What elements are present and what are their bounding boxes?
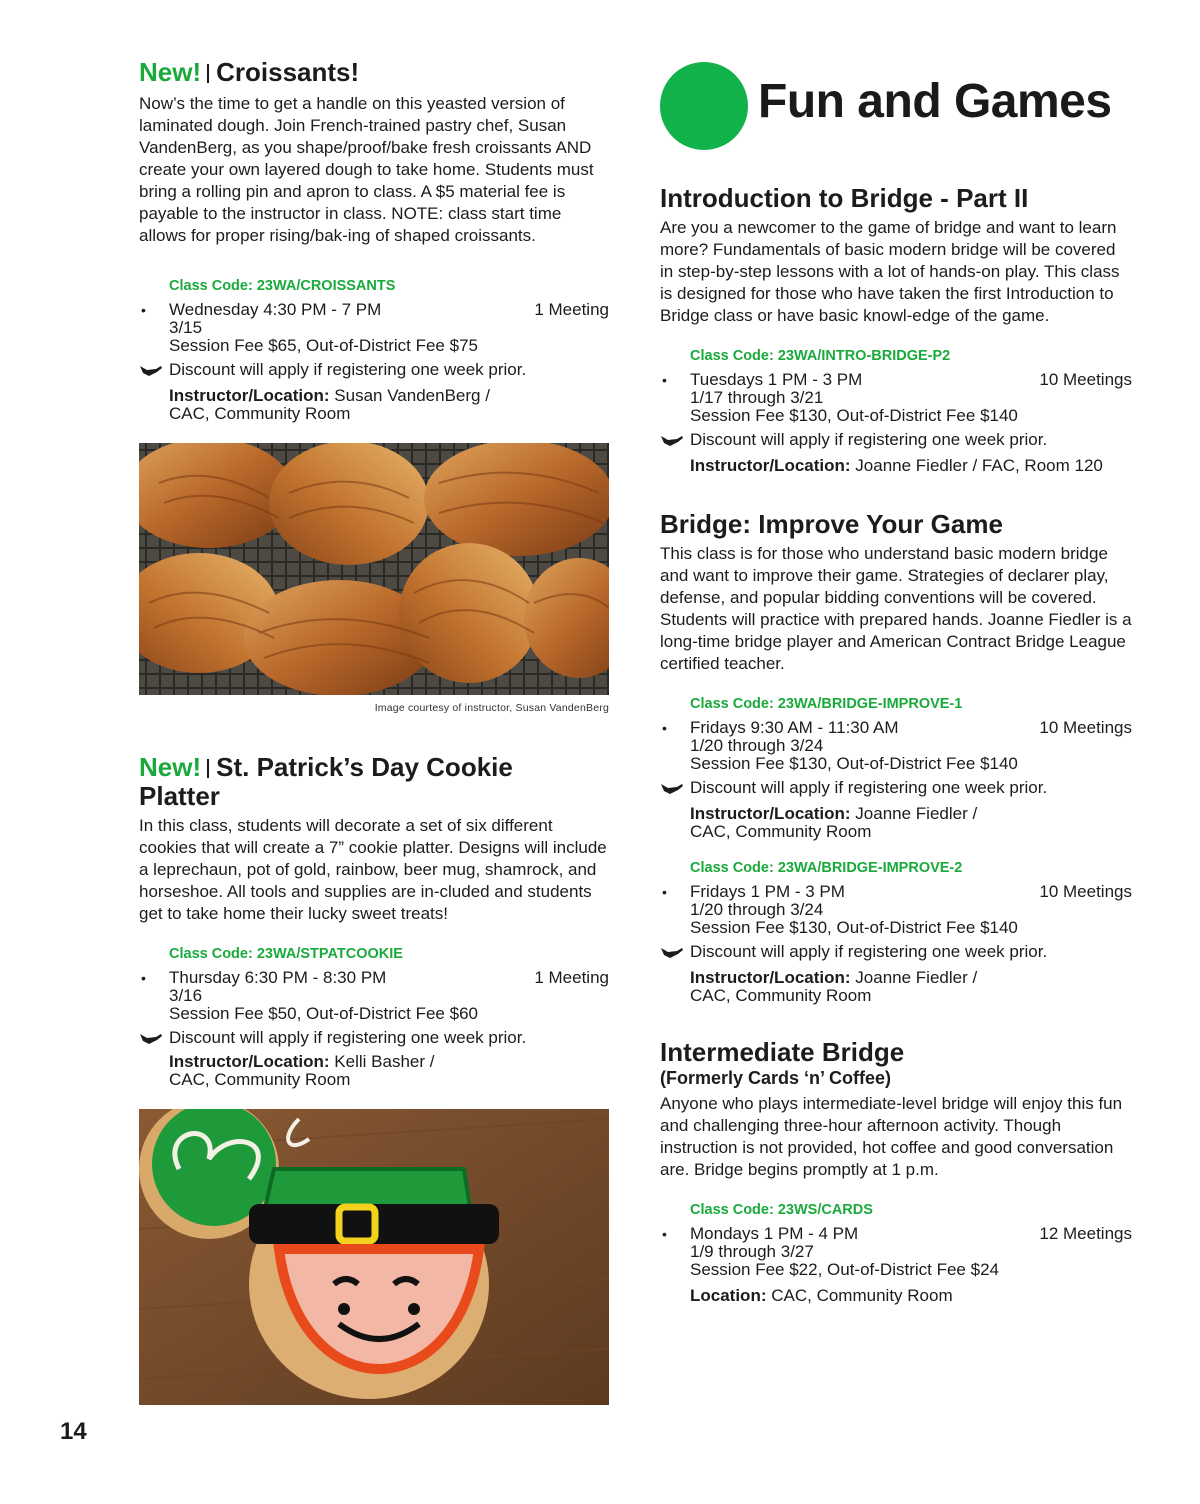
session-dates: 1/17 through 3/21 — [690, 388, 824, 407]
bullet: • — [662, 1226, 667, 1242]
location: CAC, Community Room — [771, 1286, 953, 1305]
croissants-course — [139, 58, 609, 714]
instructor-label: Instructor/Location: — [690, 804, 851, 823]
bullet: • — [141, 302, 146, 318]
class-code: Class Code: 23WA/STPATCOOKIE — [169, 946, 403, 962]
session-fee: Session Fee $65, Out-of-District Fee $75 — [169, 336, 478, 355]
croissants-photo — [139, 443, 609, 695]
session-fee: Session Fee $50, Out-of-District Fee $60 — [169, 1004, 478, 1023]
session-schedule: Tuesdays 1 PM - 3 PM — [690, 370, 863, 389]
bullet: • — [662, 720, 667, 736]
discount-text: Discount will apply if registering one week prior. — [169, 1028, 527, 1047]
session-block-1 — [660, 695, 1132, 841]
pointing-hand-icon — [660, 781, 684, 795]
class-code: Class Code: 23WA/INTRO-BRIDGE-P2 — [690, 348, 951, 364]
session-schedule: Mondays 1 PM - 4 PM — [690, 1224, 859, 1243]
image-caption: Image courtesy of instructor, Susan VandenBerg — [374, 702, 609, 714]
cookie-title — [139, 753, 609, 782]
session-dates: 3/15 — [169, 318, 203, 337]
instructor-location — [139, 387, 609, 423]
session-dates: 1/20 through 3/24 — [690, 736, 824, 755]
discount-text: Discount will apply if registering one week prior. — [690, 430, 1048, 449]
session-schedule: Fridays 1 PM - 3 PM — [690, 882, 845, 901]
location-info — [660, 1287, 1132, 1305]
left-column — [139, 58, 609, 1405]
bullet: • — [662, 372, 667, 388]
class-code: Class Code: 23WS/CARDS — [690, 1202, 873, 1218]
session-schedule: Fridays 9:30 AM - 11:30 AM — [690, 718, 899, 737]
instructor-location — [660, 805, 1132, 841]
bullet: • — [662, 884, 667, 900]
intro-bridge-course — [660, 183, 1132, 475]
right-column — [660, 183, 1132, 1305]
course-title: Croissants! — [216, 57, 360, 87]
session-info — [139, 969, 609, 1023]
discount-note — [660, 941, 1132, 963]
discount-note — [139, 359, 609, 381]
meeting-count: 10 Meetings — [1039, 882, 1132, 901]
instructor-label: Instructor/Location: — [690, 456, 851, 475]
instructor-name: Joanne Fiedler / FAC, Room 120 — [855, 456, 1103, 475]
session-info — [660, 1225, 1132, 1279]
session-dates: 1/9 through 3/27 — [690, 1242, 814, 1261]
meeting-count: 1 Meeting — [534, 968, 609, 987]
meeting-count: 10 Meetings — [1039, 370, 1132, 389]
session-info — [139, 301, 609, 355]
session-block-2 — [660, 859, 1132, 1005]
section-title: Fun and Games — [758, 75, 1112, 128]
instructor-name: Susan VandenBerg / — [334, 386, 490, 405]
meeting-count: 12 Meetings — [1039, 1224, 1132, 1243]
session-fee: Session Fee $130, Out-of-District Fee $140 — [690, 918, 1018, 937]
cookie-photo — [139, 1109, 609, 1405]
course-title: Bridge: Improve Your Game — [660, 509, 1003, 539]
course-title: St. Patrick’s Day Cookie — [216, 752, 513, 782]
session-info — [660, 883, 1132, 937]
course-description: Are you a newcomer to the game of bridge and want to learn more? Fundamentals of basic modern bridge will be covered in step-by-step lessons with a lot of hands-on play. This class is designed for those who have taken the first Introduction to Bridge class or have basic knowl-edge of the game. — [660, 218, 1120, 325]
location: CAC, Community Room — [169, 1070, 351, 1089]
location-label: Location: — [690, 1286, 767, 1305]
course-description: In this class, students will decorate a set of six different cookies that will create a 7” cookie platter. Designs will include a leprechaun, pot of gold, rainbow, beer mug, shamrock, and horseshoe. All tools and supplies are in-cluded and students get to take home their lucky sweet treats! — [139, 816, 607, 923]
instructor-location — [660, 969, 1132, 1005]
pointing-hand-icon — [660, 945, 684, 959]
instructor-location — [139, 1053, 609, 1089]
pointing-hand-icon — [660, 433, 684, 447]
class-code: Class Code: 23WA/BRIDGE-IMPROVE-2 — [690, 860, 963, 876]
instructor-location — [660, 457, 1132, 475]
class-code: Class Code: 23WA/BRIDGE-IMPROVE-1 — [690, 696, 963, 712]
discount-note — [660, 429, 1132, 451]
bullet: • — [141, 970, 146, 986]
class-code: Class Code: 23WA/CROISSANTS — [169, 278, 396, 294]
section-circle-icon — [660, 62, 748, 150]
course-subtitle: (Formerly Cards ‘n’ Coffee) — [660, 1068, 892, 1088]
croissants-title — [139, 58, 609, 87]
location: CAC, Community Room — [169, 404, 351, 423]
cookie-course — [139, 753, 609, 1405]
session-info — [660, 371, 1132, 425]
course-description: Now’s the time to get a handle on this yeasted version of laminated dough. Join French-trained pastry chef, Susan VandenBerg, as you shape/proof/bake fresh croissants AND create your own layered dough to take home. Students must bring a rolling pin and apron to class. A $5 material fee is payable to the instructor in class. NOTE: class start time allows for proper rising/bak-ing of shaped croissants. — [139, 94, 594, 245]
instructor-name: Joanne Fiedler / — [855, 968, 978, 987]
meeting-count: 10 Meetings — [1039, 718, 1132, 737]
discount-note — [139, 1027, 609, 1049]
instructor-label: Instructor/Location: — [169, 1052, 330, 1071]
session-schedule: Thursday 6:30 PM - 8:30 PM — [169, 968, 387, 987]
discount-text: Discount will apply if registering one week prior. — [169, 360, 527, 379]
intermediate-bridge-course — [660, 1037, 1132, 1305]
session-schedule: Wednesday 4:30 PM - 7 PM — [169, 300, 382, 319]
discount-text: Discount will apply if registering one week prior. — [690, 942, 1048, 961]
discount-note — [660, 777, 1132, 799]
instructor-name: Joanne Fiedler / — [855, 804, 978, 823]
new-tag: New! — [139, 57, 202, 87]
course-title: Introduction to Bridge - Part II — [660, 183, 1029, 213]
discount-text: Discount will apply if registering one week prior. — [690, 778, 1048, 797]
course-description: Anyone who plays intermediate-level bridge will enjoy this fun and challenging three-hour afternoon activity. Though instruction is not provided, hot coffee and good conversation are. Bridge begins promptly at 1 p.m. — [660, 1094, 1123, 1179]
session-info — [660, 719, 1132, 773]
title-divider — [207, 759, 209, 778]
pointing-hand-icon — [139, 1031, 163, 1045]
session-dates: 1/20 through 3/24 — [690, 900, 824, 919]
location: CAC, Community Room — [690, 822, 872, 841]
bridge-improve-course — [660, 509, 1132, 1005]
session-fee: Session Fee $22, Out-of-District Fee $24 — [690, 1260, 999, 1279]
new-tag: New! — [139, 752, 202, 782]
title-divider — [207, 64, 209, 83]
pointing-hand-icon — [139, 363, 163, 377]
session-fee: Session Fee $130, Out-of-District Fee $140 — [690, 406, 1018, 425]
session-dates: 3/16 — [169, 986, 203, 1005]
meeting-count: 1 Meeting — [534, 300, 609, 319]
session-fee: Session Fee $130, Out-of-District Fee $140 — [690, 754, 1018, 773]
location: CAC, Community Room — [690, 986, 872, 1005]
course-title: Intermediate Bridge — [660, 1037, 905, 1067]
course-description: This class is for those who understand basic modern bridge and want to improve their game. Strategies of declarer play, defense, and popular bidding conventions will be covered. Students will practice with prepared hands. Joanne Fiedler is a long-time bridge player and American Contract Bridge League certified teacher. — [660, 544, 1132, 673]
instructor-label: Instructor/Location: — [169, 386, 330, 405]
page-number: 14 — [60, 1418, 87, 1445]
instructor-label: Instructor/Location: — [690, 968, 851, 987]
instructor-name: Kelli Basher / — [334, 1052, 435, 1071]
course-title-line2: Platter — [139, 781, 220, 811]
